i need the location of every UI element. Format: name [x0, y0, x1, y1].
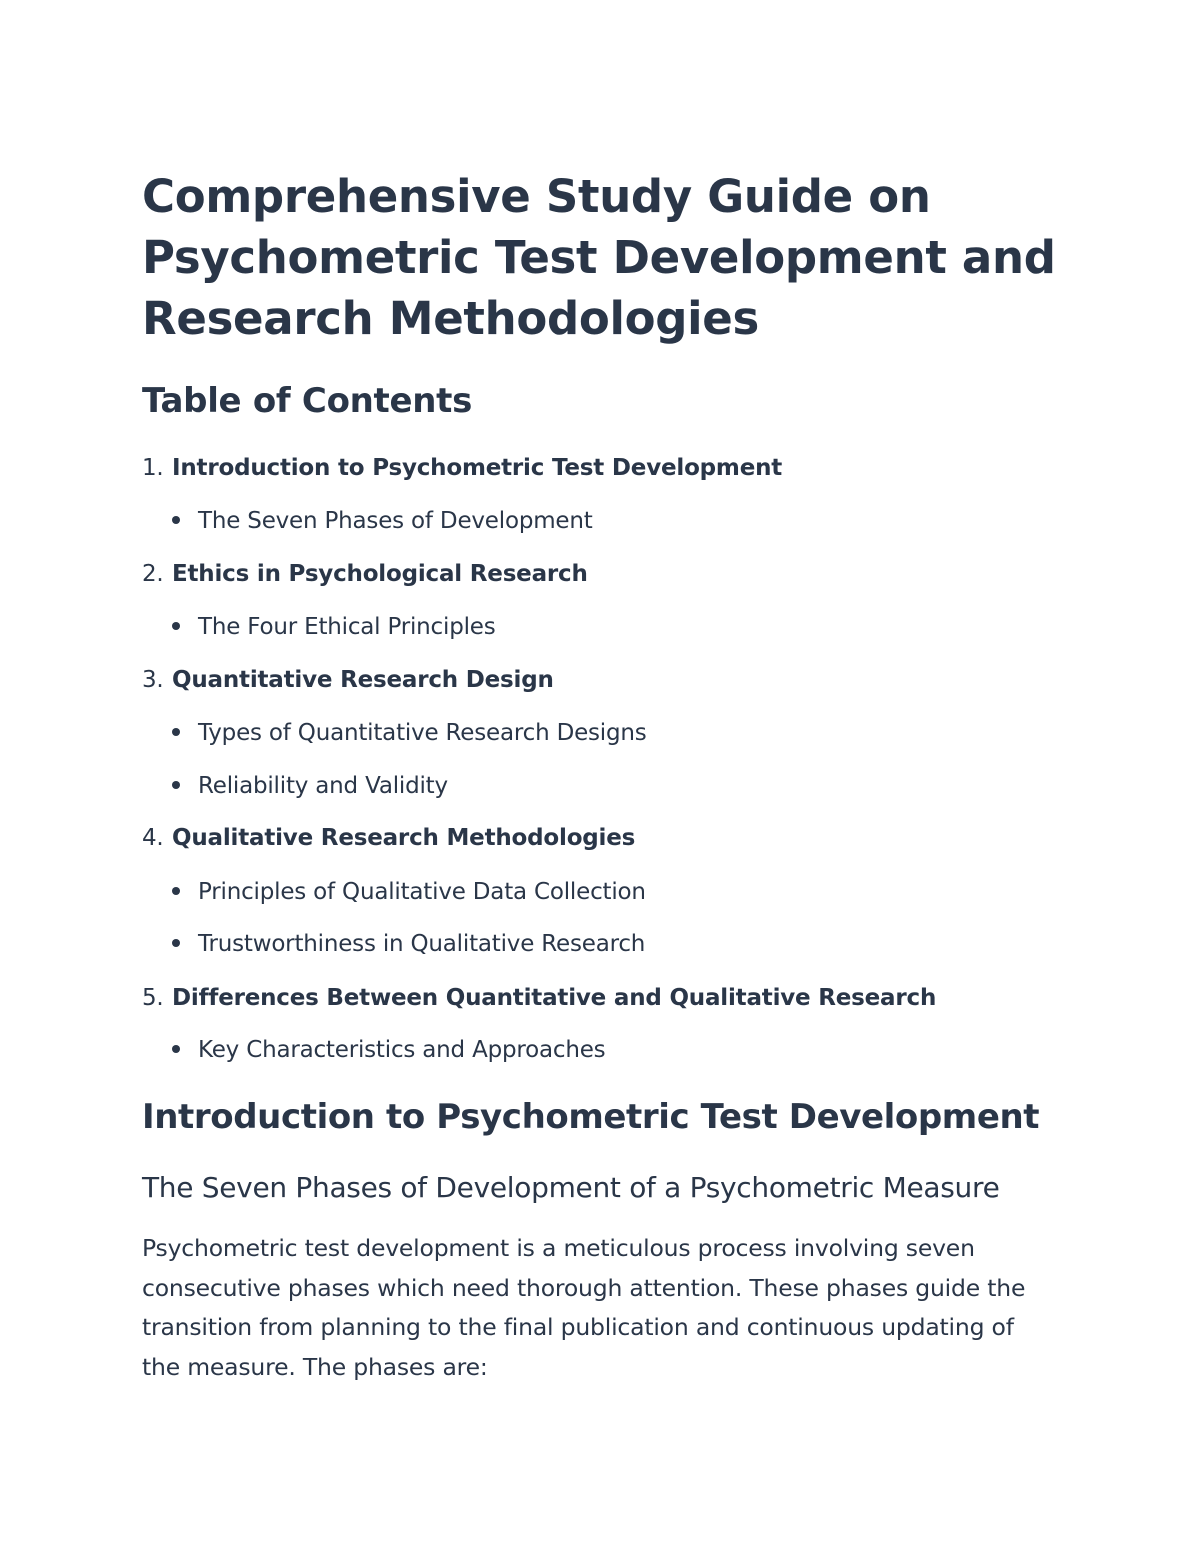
toc-item-2: [142, 558, 588, 590]
toc-subitem: [172, 876, 646, 908]
toc-item-label: Ethics in Psychological Research: [172, 561, 588, 587]
toc-item-1: [142, 452, 782, 484]
toc-item-3: [142, 664, 554, 696]
toc-subitem-label: Reliability and Validity: [198, 773, 448, 799]
toc-item-number: 1.: [142, 455, 164, 481]
bullet-icon: [172, 939, 180, 947]
toc-subitem: [172, 770, 448, 802]
subsection-heading: The Seven Phases of Development of a Psychometric Measure: [142, 1171, 1000, 1204]
toc-subitem-label: Types of Quantitative Research Designs: [198, 720, 647, 746]
toc-heading: Table of Contents: [142, 381, 473, 421]
bullet-icon: [172, 887, 180, 895]
toc-subitem: [172, 1034, 605, 1066]
document-title: Comprehensive Study Guide on Psychometric Test Development and Research Methodologies: [142, 170, 1056, 345]
toc-subitem-label: The Four Ethical Principles: [198, 614, 496, 640]
toc-subitem-label: Trustworthiness in Qualitative Research: [198, 931, 646, 957]
toc-item-label: Differences Between Quantitative and Qualitative Research: [172, 985, 937, 1011]
toc-subitem-label: Principles of Qualitative Data Collection: [198, 879, 646, 905]
bullet-icon: [172, 622, 180, 630]
toc-subitem: [172, 717, 647, 749]
toc-item-4: [142, 822, 635, 854]
bullet-icon: [172, 728, 180, 736]
bullet-icon: [172, 1045, 180, 1053]
toc-subitem-label: Key Characteristics and Approaches: [198, 1037, 606, 1063]
bullet-icon: [172, 516, 180, 524]
bullet-icon: [172, 781, 180, 789]
toc-item-label: Introduction to Psychometric Test Development: [172, 455, 783, 481]
toc-item-label: Qualitative Research Methodologies: [172, 825, 636, 851]
toc-item-number: 3.: [142, 667, 164, 693]
toc-item-number: 5.: [142, 985, 164, 1011]
toc-item-number: 4.: [142, 825, 164, 851]
toc-item-number: 2.: [142, 561, 164, 587]
toc-subitem: [172, 611, 496, 643]
section-heading: Introduction to Psychometric Test Development: [142, 1097, 1040, 1137]
toc-item-label: Quantitative Research Design: [172, 667, 554, 693]
toc-subitem: [172, 505, 593, 537]
toc-subitem-label: The Seven Phases of Development: [198, 508, 593, 534]
body-paragraph: Psychometric test development is a meticulous process involving seven consecutive phases which need thorough attention. These phases guide the transition from planning to the final publication and continuous updating of the measure. The phases are:: [142, 1234, 1026, 1381]
toc-subitem: [172, 928, 645, 960]
toc-item-5: [142, 982, 936, 1014]
